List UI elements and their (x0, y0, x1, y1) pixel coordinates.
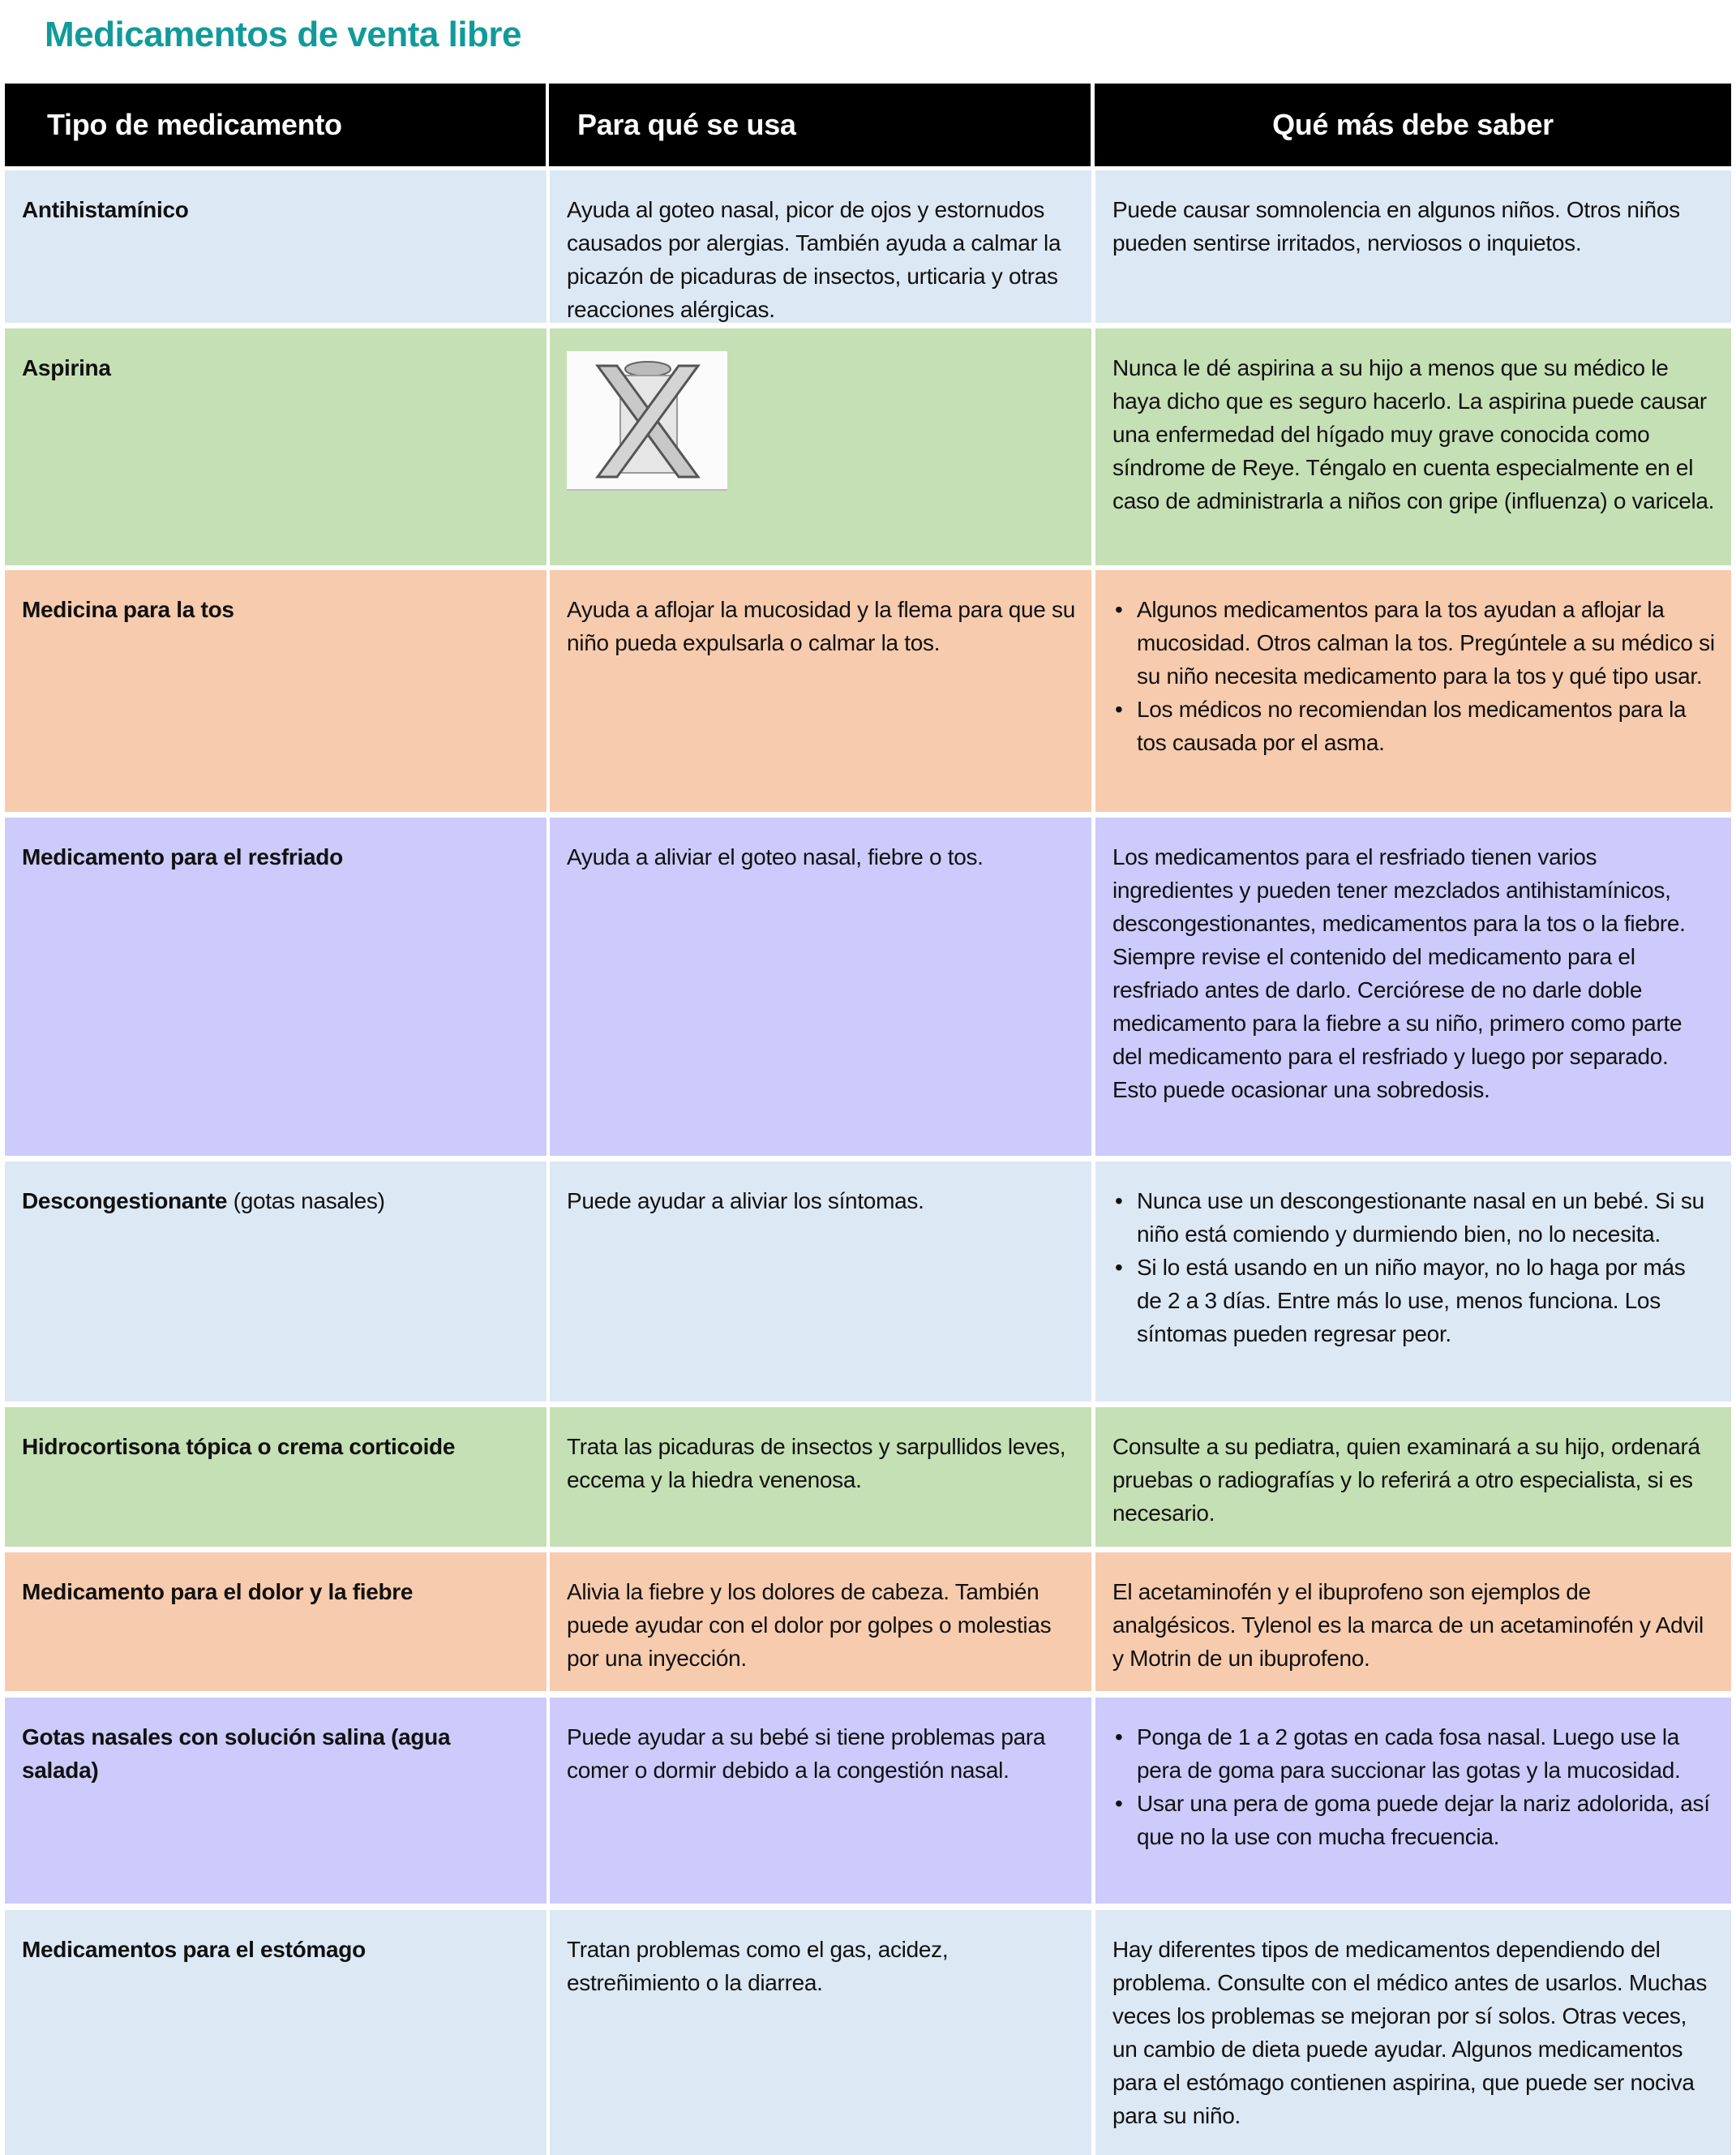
use-text: Alivia la fiebre y los dolores de cabeza. También puede ayudar con el dolor por golpes o molestias por una inyección. (567, 1579, 1052, 1671)
header-info: Qué más debe saber (1095, 84, 1731, 166)
info-bullet-text: Ponga de 1 a 2 gotas en cada fosa nasal. Luego use la pera de goma para succionar las gotas y la mucosidad. (1137, 1724, 1681, 1783)
medication-type: Medicina para la tos (22, 597, 234, 622)
cell-type (5, 1161, 547, 1402)
info-text: Los medicamentos para el resfriado tienen varios ingredientes y pueden tener mezclados antihistamínicos, descongestionantes, medicamentos para la tos o la fiebre. Siempre revise el contenido del medicamento para el resfriado antes de darlo. Cerciórese de no darle doble medicamento para la fiebre a su niño, primero como parte del medicamento para el resfriado y luego por separado. Esto puede ocasionar una sobredosis. (1112, 844, 1686, 1102)
info-bullet-list (1112, 1184, 1715, 1350)
cell-use (550, 1407, 1091, 1547)
info-bullet-item (1115, 1787, 1715, 1853)
cell-type (5, 570, 547, 812)
bullet-icon: • (1115, 1255, 1123, 1280)
cell-type (5, 818, 547, 1156)
cell-info (1095, 570, 1731, 812)
info-bullet-text: Los médicos no recomiendan los medicamentos para la tos causada por el asma. (1137, 697, 1687, 755)
header-use: Para qué se usa (549, 84, 1091, 166)
use-text: Trata las picaduras de insectos y sarpullidos leves, eccema y la hiedra venenosa. (567, 1434, 1066, 1492)
bullet-icon: • (1115, 1188, 1123, 1213)
cell-type (5, 170, 547, 323)
cell-info (1095, 328, 1731, 565)
medication-type: Medicamento para el dolor y la fiebre (22, 1579, 414, 1604)
cell-info (1095, 1552, 1731, 1691)
use-text: Tratan problemas como el gas, acidez, estreñimiento o la diarrea. (567, 1937, 949, 1995)
cell-use (550, 1161, 1091, 1402)
info-text: Consulte a su pediatra, quien examinará a su hijo, ordenará pruebas o radiografías y lo referirá a otro especialista, si es necesario. (1112, 1434, 1700, 1526)
medication-type: Medicamento para el resfriado (22, 844, 343, 869)
info-bullet-item (1115, 1720, 1715, 1787)
use-text: Puede ayudar a su bebé si tiene problemas para comer o dormir debido a la congestión nasal. (567, 1724, 1046, 1783)
info-bullet-item (1115, 1251, 1715, 1350)
cell-use (550, 1698, 1091, 1904)
info-text: Hay diferentes tipos de medicamentos dependiendo del problema. Consulte con el médico antes de usarlos. Muchas veces los problemas se mejoran por sí solos. Otras veces, un cambio de dieta puede ayudar. Algunos medicamentos para el estómago contienen aspirina, que puede ser nociva para su niño. (1112, 1937, 1708, 2128)
medication-type: Descongestionante (22, 1188, 228, 1213)
info-bullet-item (1115, 593, 1715, 693)
medication-type: Aspirina (22, 355, 111, 380)
cell-type (5, 1552, 547, 1691)
cell-info (1095, 170, 1731, 323)
cell-info (1095, 1407, 1731, 1547)
bullet-icon: • (1115, 597, 1123, 622)
use-text: Ayuda a aflojar la mucosidad y la flema para que su niño pueda expulsarla o calmar la tos. (567, 597, 1076, 655)
medication-type: Antihistamínico (22, 197, 189, 222)
info-bullet-item (1115, 1184, 1715, 1251)
info-text: Puede causar somnolencia en algunos niños. Otros niños pueden sentirse irritados, nerviosos o inquietos. (1112, 197, 1680, 255)
cell-use (550, 570, 1091, 812)
info-bullet-text: Nunca use un descongestionante nasal en un bebé. Si su niño está comiendo y durmiendo bien, no lo necesita. (1137, 1188, 1704, 1247)
cell-use (550, 328, 1091, 565)
info-text: Nunca le dé aspirina a su hijo a menos que su médico le haya dicho que es seguro hacerlo. La aspirina puede causar una enfermedad del hígado muy grave conocida como síndrome de Reye. Téngalo en cuenta especialmente en el caso de administrarla a niños con gripe (influenza) o varicela. (1112, 355, 1715, 513)
crossed-out-medicine-bottle-icon (567, 351, 727, 491)
cell-type (5, 1698, 547, 1904)
cell-use (550, 1552, 1091, 1691)
medication-type: Medicamentos para el estómago (22, 1937, 366, 1962)
cell-use (550, 170, 1091, 323)
use-text: Ayuda al goteo nasal, picor de ojos y estornudos causados por alergias. También ayuda a calmar la picazón de picaduras de insectos, urticaria y otras reacciones alérgicas. (567, 197, 1061, 322)
info-text: El acetaminofén y el ibuprofeno son ejemplos de analgésicos. Tylenol es la marca de un acetaminofén y Advil y Motrin de un ibuprofeno. (1112, 1579, 1704, 1671)
cell-info (1095, 1161, 1731, 1402)
bullet-icon: • (1115, 697, 1123, 722)
cell-type (5, 1910, 547, 2155)
cell-use (550, 1910, 1091, 2155)
info-bullet-list (1112, 1720, 1715, 1853)
info-bullet-text: Si lo está usando en un niño mayor, no lo haga por más de 2 a 3 días. Entre más lo use, menos funciona. Los síntomas pueden regresar peor. (1137, 1255, 1686, 1346)
cell-use (550, 818, 1091, 1156)
bullet-icon: • (1115, 1724, 1123, 1749)
use-text: Ayuda a aliviar el goteo nasal, fiebre o tos. (567, 844, 984, 869)
use-text: Puede ayudar a aliviar los síntomas. (567, 1188, 924, 1213)
header-type: Tipo de medicamento (5, 84, 546, 166)
bullet-icon: • (1115, 1791, 1123, 1816)
medication-type: Gotas nasales con solución salina (agua salada) (22, 1724, 451, 1783)
info-bullet-list (1112, 593, 1715, 759)
info-bullet-text: Usar una pera de goma puede dejar la nariz adolorida, así que no la use con mucha frecuencia. (1137, 1791, 1710, 1849)
medication-type-note: (gotas nasales) (227, 1188, 385, 1213)
cell-type (5, 328, 547, 565)
medication-type: Hidrocortisona tópica o crema corticoide (22, 1434, 456, 1459)
cell-info (1095, 1910, 1731, 2155)
info-bullet-item (1115, 693, 1715, 759)
cell-info (1095, 818, 1731, 1156)
cell-info (1095, 1698, 1731, 1904)
info-bullet-text: Algunos medicamentos para la tos ayudan a aflojar la mucosidad. Otros calman la tos. Pregúntele a su médico si su niño necesita medicamento para la tos y qué tipo usar. (1137, 597, 1715, 689)
document-title: Medicamentos de venta libre (45, 15, 522, 54)
cell-type (5, 1407, 547, 1547)
